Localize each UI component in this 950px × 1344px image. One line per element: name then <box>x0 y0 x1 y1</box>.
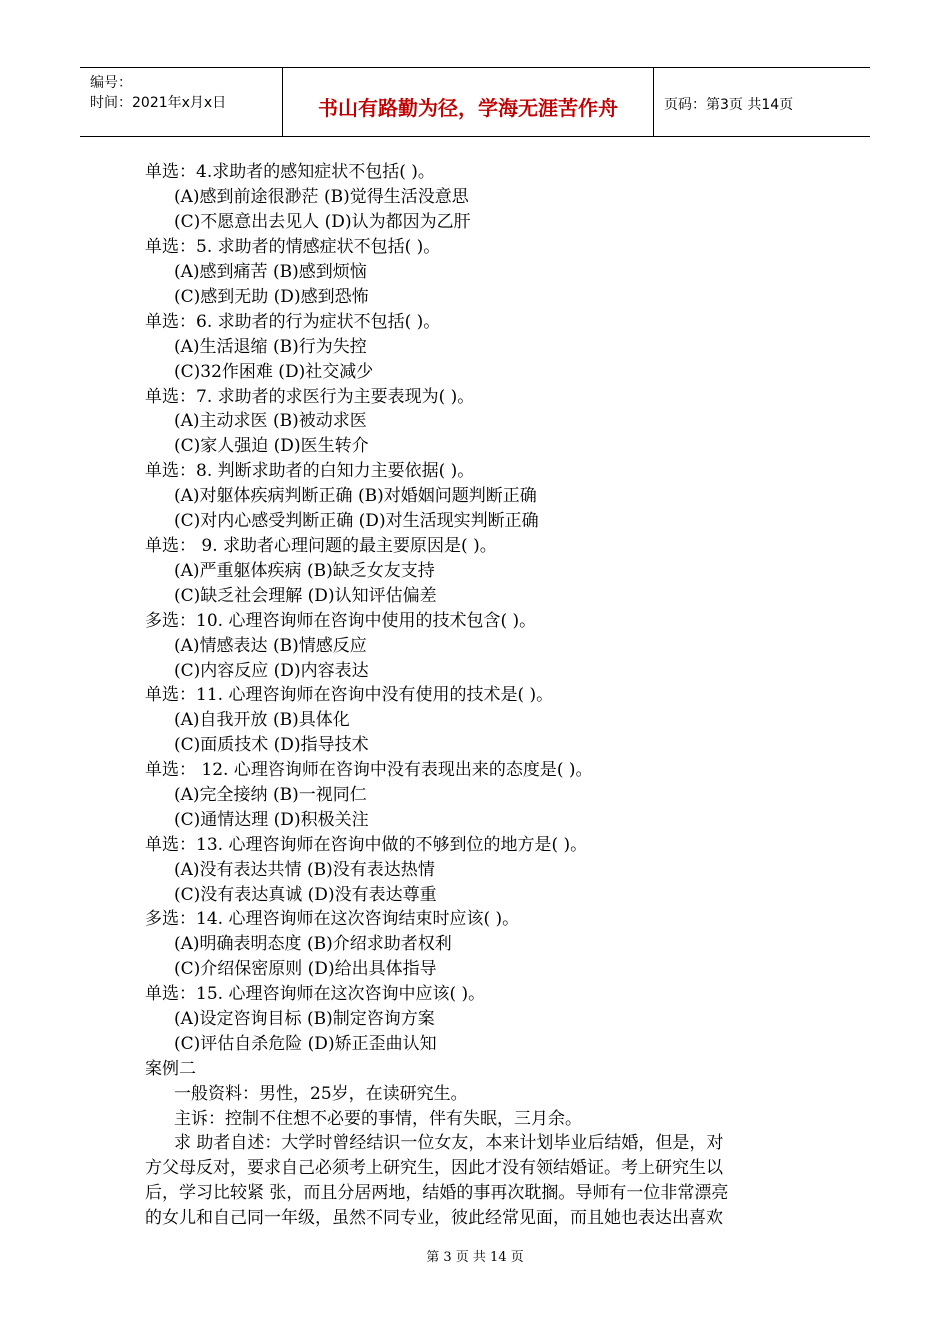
options-8-cd: (C)对内心感受判断正确 (D)对生活现实判断正确 <box>174 511 539 531</box>
options-9-cd: (C)缺乏社会理解 (D)认知评估偏差 <box>174 586 437 606</box>
options-6-cd: (C)32作困难 (D)社交减少 <box>174 362 374 382</box>
question-13: 单选：13. 心理咨询师在咨询中做的不够到位的地方是( )。 <box>145 835 588 855</box>
options-11-cd: (C)面质技术 (D)指导技术 <box>174 735 369 755</box>
case-heading: 案例二 <box>145 1059 196 1079</box>
options-14-ab: (A)明确表明态度 (B)介绍求助者权利 <box>174 934 452 954</box>
options-15-ab: (A)设定咨询目标 (B)制定咨询方案 <box>174 1009 435 1029</box>
header-motto-cell <box>283 68 654 136</box>
options-4-cd: (C)不愿意出去见人 (D)认为都因为乙肝 <box>174 212 471 232</box>
header-info-cell <box>80 68 283 136</box>
date-label: 时间：2021年x月x日 <box>90 95 227 111</box>
options-11-ab: (A)自我开放 (B)具体化 <box>174 710 350 730</box>
case-narrative-line-1: 求 助者自述：大学时曾经结识一位女友，本来计划毕业后结婚，但是，对 <box>174 1133 724 1153</box>
options-15-cd: (C)评估自杀危险 (D)矫正歪曲认知 <box>174 1034 437 1054</box>
options-8-ab: (A)对躯体疾病判断正确 (B)对婚姻问题判断正确 <box>174 486 537 506</box>
question-12: 单选： 12. 心理咨询师在咨询中没有表现出来的态度是( )。 <box>145 760 593 780</box>
header-page-cell <box>654 68 870 136</box>
options-5-ab: (A)感到痛苦 (B)感到烦恼 <box>174 262 367 282</box>
question-9: 单选： 9. 求助者心理问题的最主要原因是( )。 <box>145 536 497 556</box>
options-7-ab: (A)主动求医 (B)被动求医 <box>174 411 367 431</box>
options-12-ab: (A)完全接纳 (B)一视同仁 <box>174 785 367 805</box>
question-8: 单选：8. 判断求助者的白知力主要依据( )。 <box>145 461 475 481</box>
question-5: 单选：5. 求助者的情感症状不包括( )。 <box>145 237 441 257</box>
options-13-ab: (A)没有表达共情 (B)没有表达热情 <box>174 860 435 880</box>
options-5-cd: (C)感到无助 (D)感到恐怖 <box>174 287 369 307</box>
question-4: 单选：4.求助者的感知症状不包括( )。 <box>145 162 435 182</box>
question-7: 单选：7. 求助者的求医行为主要表现为( )。 <box>145 387 475 407</box>
question-14: 多选：14. 心理咨询师在这次咨询结束时应该( )。 <box>145 909 520 929</box>
case-complaint: 主诉：控制不住想不必要的事情，伴有失眠，三月余。 <box>174 1109 582 1129</box>
question-10: 多选：10. 心理咨询师在咨询中使用的技术包含( )。 <box>145 611 537 631</box>
motto: 书山有路勤为径，学海无涯苦作舟 <box>318 96 618 120</box>
page-number-label: 页码：第3页 共14页 <box>664 97 794 113</box>
case-narrative-line-4: 的女儿和自己同一年级，虽然不同专业，彼此经常见面，而且她也表达出喜欢 <box>145 1208 723 1228</box>
options-7-cd: (C)家人强迫 (D)医生转介 <box>174 436 369 456</box>
options-6-ab: (A)生活退缩 (B)行为失控 <box>174 337 367 357</box>
case-narrative-line-3: 后，学习比较紧 张，而且分居两地，结婚的事再次耽搁。导师有一位非常漂亮 <box>145 1183 729 1203</box>
question-15: 单选：15. 心理咨询师在这次咨询中应该( )。 <box>145 984 486 1004</box>
options-10-ab: (A)情感表达 (B)情感反应 <box>174 636 367 656</box>
page-footer: 第 3 页 共 14 页 <box>426 1250 524 1265</box>
serial-label: 编号： <box>90 75 132 91</box>
options-10-cd: (C)内容反应 (D)内容表达 <box>174 661 369 681</box>
options-12-cd: (C)通情达理 (D)积极关注 <box>174 810 369 830</box>
case-general-info: 一般资料：男性，25岁，在读研究生。 <box>174 1084 468 1104</box>
question-6: 单选：6. 求助者的行为症状不包括( )。 <box>145 312 441 332</box>
case-narrative-line-2: 方父母反对，要求自己必须考上研究生，因此才没有领结婚证。考上研究生以 <box>145 1158 723 1178</box>
options-4-ab: (A)感到前途很渺茫 (B)觉得生活没意思 <box>174 187 469 207</box>
question-11: 单选：11. 心理咨询师在咨询中没有使用的技术是( )。 <box>145 685 554 705</box>
options-14-cd: (C)介绍保密原则 (D)给出具体指导 <box>174 959 437 979</box>
page-header <box>80 67 870 137</box>
options-13-cd: (C)没有表达真诚 (D)没有表达尊重 <box>174 885 437 905</box>
options-9-ab: (A)严重躯体疾病 (B)缺乏女友支持 <box>174 561 435 581</box>
